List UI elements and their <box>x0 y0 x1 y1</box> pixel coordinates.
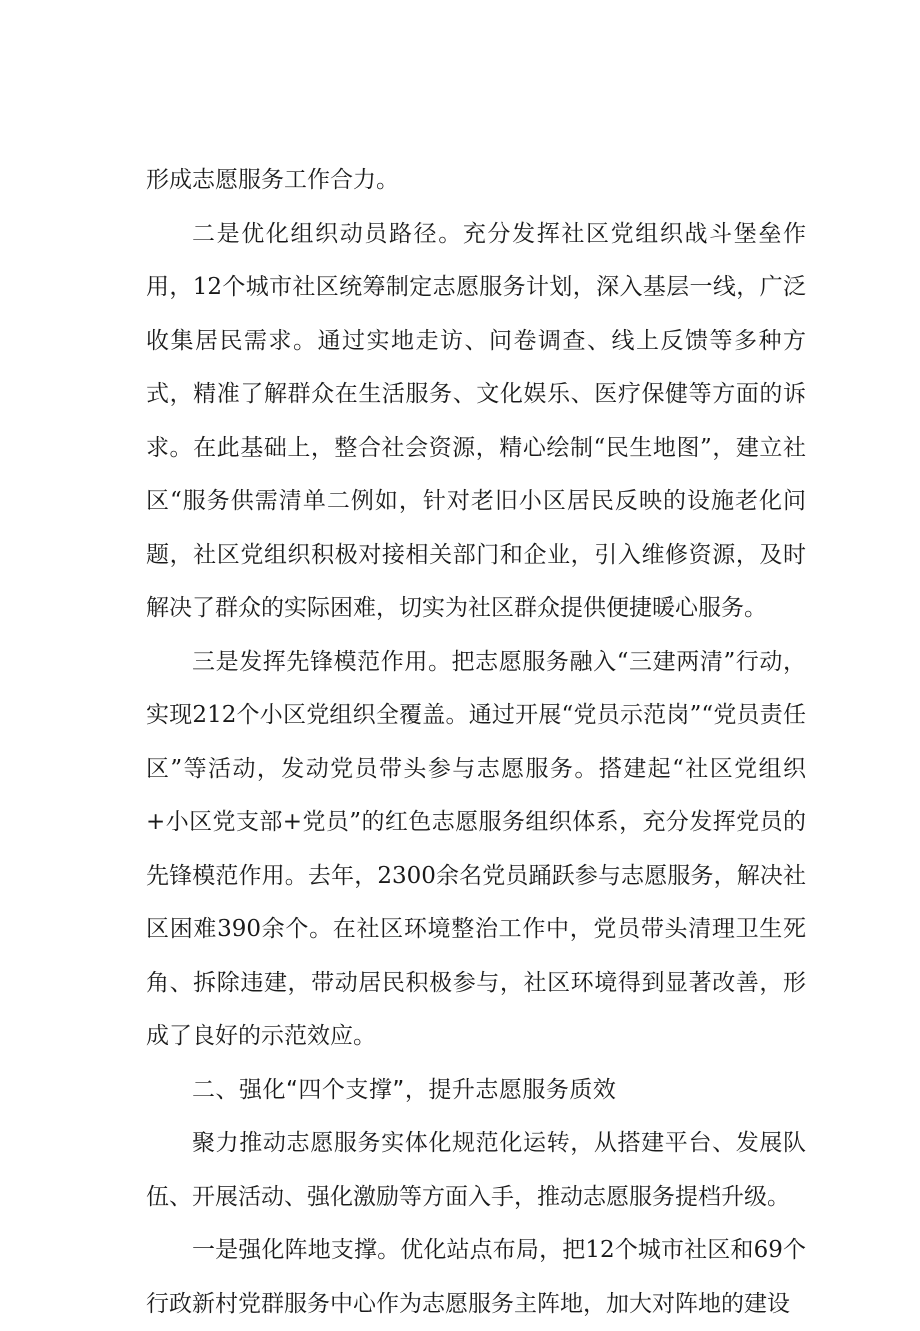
paragraph-optimize-mobilization: 二是优化组织动员路径。充分发挥社区党组织战斗堡垒作用，12个城市社区统筹制定志愿服务计划，深入基层一线，广泛收集居民需求。通过实地走访、问卷调查、线上反馈等多种方式，精准了解群众在生活服务、文化娱乐、医疗保健等方面的诉求。在此基础上，整合社会资源，精心绘制“民生地图”，建立社区“服务供需清单二例如，针对老旧小区居民反映的设施老化问题，社区党组织积极对接相关部门和企业，引入维修资源，及时解决了群众的实际困难，切实为社区群众提供便捷暖心服务。 <box>146 220 806 621</box>
paragraph-section-intro: 聚力推动志愿服务实体化规范化运转，从搭建平台、发展队伍、开展活动、强化激励等方面入手，推动志愿服务提档升级。 <box>146 1130 806 1210</box>
paragraph-position-support: 一是强化阵地支撑。优化站点布局，把12个城市社区和69个行政新村党群服务中心作为志愿服务主阵地，加大对阵地的建设 <box>146 1237 806 1317</box>
section-heading: 二、强化“四个支撑”，提升志愿服务质效 <box>192 1076 617 1103</box>
document-body <box>146 154 806 1331</box>
paragraph-continuation: 形成志愿服务工作合力。 <box>146 167 399 193</box>
paragraph-vanguard-role: 三是发挥先锋模范作用。把志愿服务融入“三建两清”行动，实现212个小区党组织全覆盖。通过开展“党员示范岗”“党员责任区”等活动，发动党员带头参与志愿服务。搭建起“社区党组织+小区党支部+党员”的红色志愿服务组织体系，充分发挥党员的先锋模范作用。去年，2300余名党员踊跃参与志愿服务，解决社区困难390余个。在社区环境整治工作中，党员带头清理卫生死角、拆除违建，带动居民积极参与，社区环境得到显著改善，形成了良好的示范效应。 <box>146 648 806 1049</box>
